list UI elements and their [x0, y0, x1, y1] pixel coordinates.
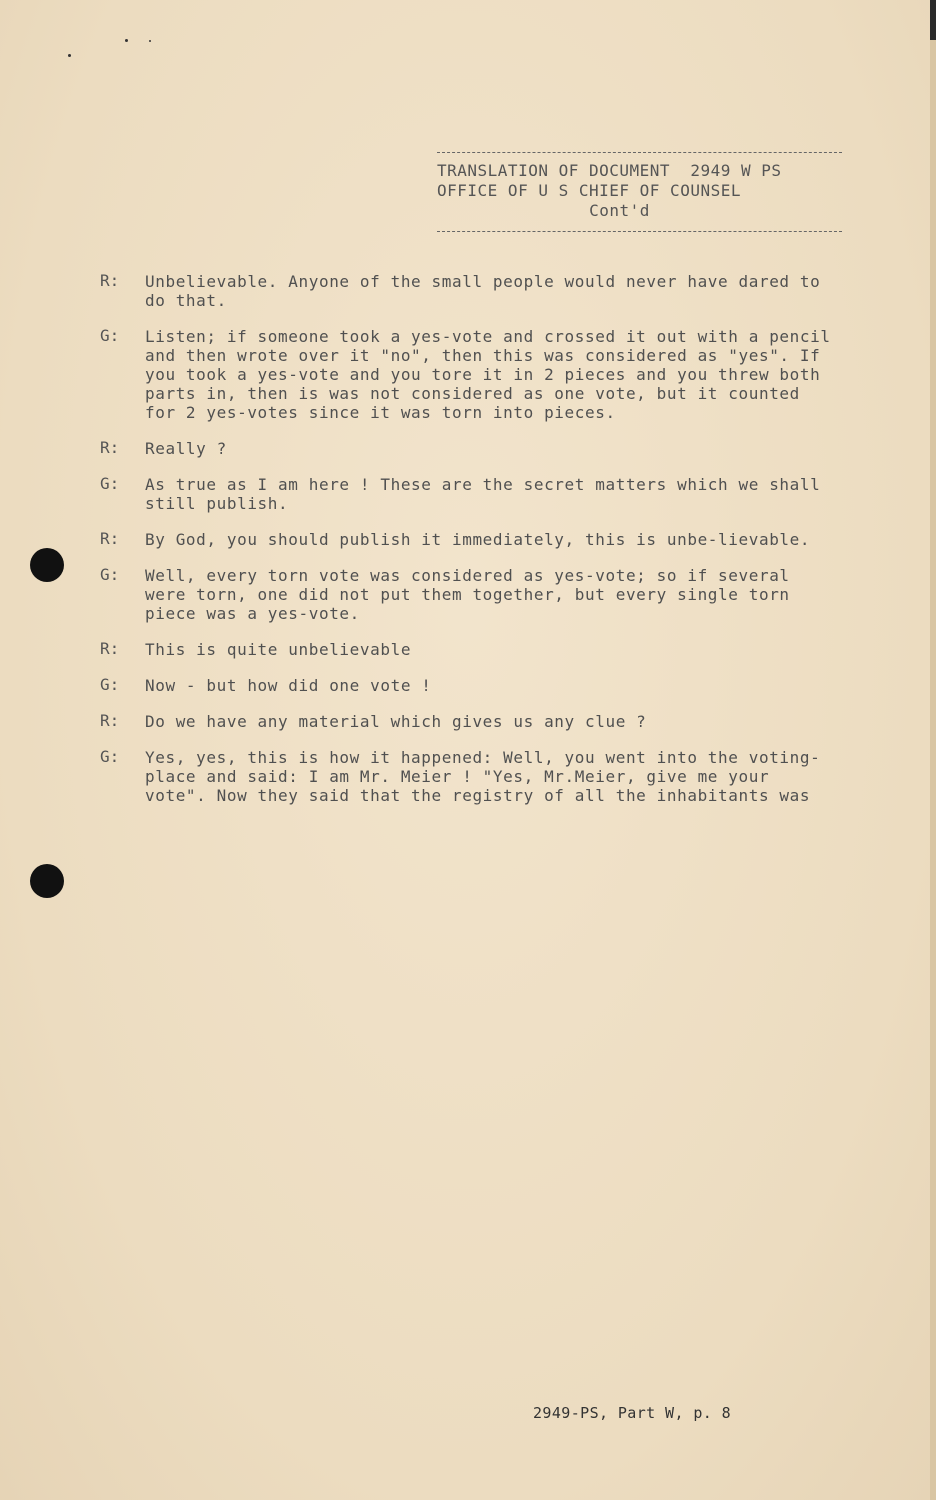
speaker-label: G: — [100, 326, 120, 345]
dialogue-text: Listen; if someone took a yes-vote and crossed it out with a pencil and then wrote over it "no", then this was considered as "yes". If you took a yes-vote and you tore it in 2 pieces and you threw both parts in, then is was not considered as one vote, but it counted for 2 yes-votes since it was torn into pieces. — [145, 327, 831, 422]
document-header — [437, 152, 842, 232]
dialogue-entry — [100, 272, 840, 310]
dialogue-text: This is quite unbelievable — [145, 640, 412, 659]
speaker-label: G: — [100, 747, 120, 766]
ink-speck — [125, 39, 128, 42]
dialogue-entry — [100, 748, 840, 805]
dialogue-entry — [100, 327, 840, 422]
dialogue-entry — [100, 475, 840, 513]
header-bottom-rule — [437, 231, 842, 232]
punch-hole-lower — [30, 864, 64, 898]
dialogue-text: Yes, yes, this is how it happened: Well, you went into the voting-place and said: I am Mr. Meier ! "Yes, Mr.Meier, give me your vote". Now they said that the registry of all the inhabitants was — [145, 748, 821, 805]
dialogue-text: As true as I am here ! These are the secret matters which we shall still publish. — [145, 475, 821, 513]
header-continued: Cont'd — [589, 201, 650, 220]
dialogue-entry — [100, 439, 840, 458]
speaker-label: G: — [100, 675, 120, 694]
speaker-label: R: — [100, 639, 120, 658]
dialogue-text: Well, every torn vote was considered as yes-vote; so if several were torn, one did not put them together, but every single torn piece was a yes-vote. — [145, 566, 790, 623]
dialogue-entry — [100, 712, 840, 731]
dialogue-entry — [100, 640, 840, 659]
dialogue-entry — [100, 530, 840, 549]
speaker-label: G: — [100, 565, 120, 584]
page-reference: 2949-PS, Part W, p. 8 — [533, 1404, 732, 1422]
dialogue-text: Unbelievable. Anyone of the small people would never have dared to do that. — [145, 272, 821, 310]
page-edge-shadow — [930, 0, 936, 40]
speaker-label: R: — [100, 271, 120, 290]
dialogue-entry — [100, 676, 840, 695]
dialogue-text: Do we have any material which gives us any clue ? — [145, 712, 647, 731]
speaker-label: R: — [100, 438, 120, 457]
ink-speck — [68, 54, 71, 57]
dialogue-text: By God, you should publish it immediately, this is unbe-lievable. — [145, 530, 811, 549]
header-office: OFFICE OF U S CHIEF OF COUNSEL — [437, 181, 741, 200]
speaker-label: R: — [100, 529, 120, 548]
page-edge — [930, 0, 936, 1500]
ink-speck — [149, 40, 151, 42]
dialogue-text: Now - but how did one vote ! — [145, 676, 432, 695]
dialogue-entry — [100, 566, 840, 623]
punch-hole-upper — [30, 548, 64, 582]
speaker-label: G: — [100, 474, 120, 493]
header-title: TRANSLATION OF DOCUMENT 2949 W PS — [437, 161, 782, 180]
speaker-label: R: — [100, 711, 120, 730]
dialogue-text: Really ? — [145, 439, 227, 458]
dialogue-transcript — [100, 272, 840, 822]
